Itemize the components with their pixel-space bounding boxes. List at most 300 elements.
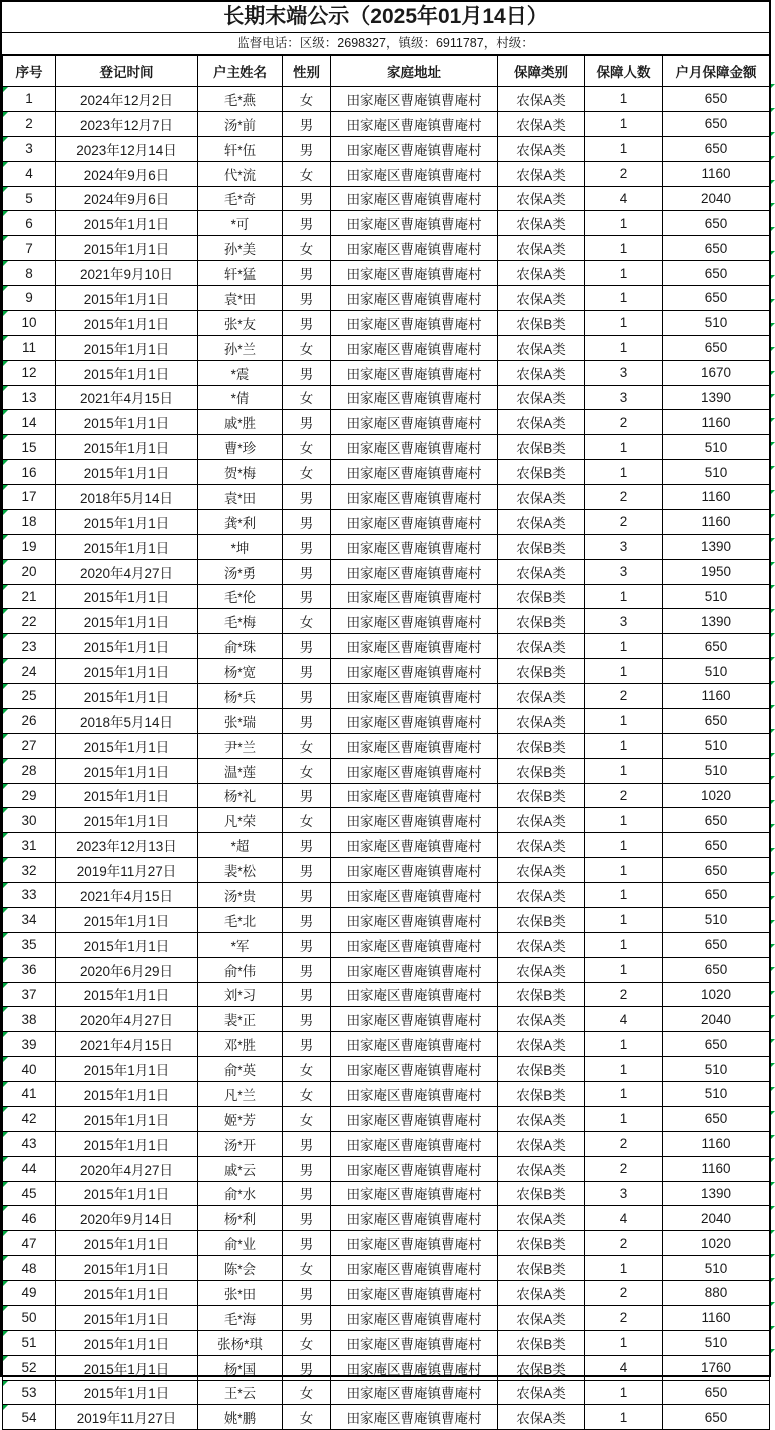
cell-name: 尹*兰 — [198, 733, 283, 758]
cell-no: 16 — [3, 460, 56, 485]
green-corner-triangle-icon — [3, 684, 8, 689]
cell-amount: 2040 — [663, 1007, 770, 1032]
cell-reg_date: 2020年9月14日 — [56, 1206, 198, 1231]
cell-people: 2 — [585, 161, 663, 186]
cell-reg_date: 2015年1月1日 — [56, 310, 198, 335]
page-title: 长期末端公示（2025年01月14日） — [2, 2, 769, 33]
cell-name: 戚*云 — [198, 1156, 283, 1181]
green-corner-triangle-icon — [771, 1063, 775, 1067]
cell-people: 2 — [585, 1231, 663, 1256]
cell-name: *军 — [198, 932, 283, 957]
cell-people: 1 — [585, 1106, 663, 1131]
cell-gender: 男 — [283, 186, 331, 211]
cell-amount: 650 — [663, 858, 770, 883]
table-row — [3, 286, 770, 311]
cell-reg_date: 2015年1月1日 — [56, 460, 198, 485]
cell-category: 农保A类 — [498, 286, 585, 311]
cell-name: 凡*兰 — [198, 1082, 283, 1107]
cell-no: 27 — [3, 733, 56, 758]
cell-no: 23 — [3, 634, 56, 659]
cell-address: 田家庵区曹庵镇曹庵村 — [331, 335, 498, 360]
green-corner-triangle-icon — [771, 848, 775, 852]
cell-gender: 男 — [283, 1305, 331, 1330]
cell-amount: 510 — [663, 659, 770, 684]
cell-people: 2 — [585, 783, 663, 808]
green-corner-triangle-icon — [771, 418, 775, 422]
cell-category: 农保B类 — [498, 460, 585, 485]
cell-gender: 男 — [283, 559, 331, 584]
cell-amount: 650 — [663, 87, 770, 112]
cell-reg_date: 2015年1月1日 — [56, 1057, 198, 1082]
cell-people: 3 — [585, 360, 663, 385]
cell-name: 汤*开 — [198, 1131, 283, 1156]
cell-no: 15 — [3, 435, 56, 460]
cell-amount: 1160 — [663, 1131, 770, 1156]
green-corner-triangle-icon — [3, 286, 8, 291]
cell-category: 农保A类 — [498, 136, 585, 161]
cell-reg_date: 2015年1月1日 — [56, 410, 198, 435]
cell-reg_date: 2015年1月1日 — [56, 335, 198, 360]
green-corner-triangle-icon — [3, 634, 8, 639]
table-row — [3, 659, 770, 684]
table-row — [3, 211, 770, 236]
cell-amount: 510 — [663, 435, 770, 460]
cell-category: 农保A类 — [498, 111, 585, 136]
green-corner-triangle-icon — [3, 261, 8, 266]
cell-people: 1 — [585, 136, 663, 161]
cell-name: 俞*伟 — [198, 957, 283, 982]
cell-address: 田家庵区曹庵镇曹庵村 — [331, 1405, 498, 1430]
green-corner-triangle-icon — [3, 1405, 8, 1410]
cell-category: 农保B类 — [498, 982, 585, 1007]
cell-reg_date: 2015年1月1日 — [56, 1380, 198, 1405]
cell-name: *震 — [198, 360, 283, 385]
cell-people: 1 — [585, 733, 663, 758]
table-row — [3, 957, 770, 982]
cell-name: 裴*正 — [198, 1007, 283, 1032]
cell-no: 53 — [3, 1380, 56, 1405]
cell-no: 13 — [3, 385, 56, 410]
table-body — [3, 87, 770, 1430]
cell-address: 田家庵区曹庵镇曹庵村 — [331, 609, 498, 634]
cell-name: 袁*田 — [198, 485, 283, 510]
table-row — [3, 261, 770, 286]
cell-category: 农保A类 — [498, 1007, 585, 1032]
cell-no: 42 — [3, 1106, 56, 1131]
cell-name: 俞*水 — [198, 1181, 283, 1206]
cell-address: 田家庵区曹庵镇曹庵村 — [331, 833, 498, 858]
cell-category: 农保B类 — [498, 584, 585, 609]
green-corner-triangle-icon — [771, 1039, 775, 1043]
cell-no: 21 — [3, 584, 56, 609]
column-header-gender: 性别 — [283, 56, 331, 87]
cell-amount: 1160 — [663, 1305, 770, 1330]
cell-category: 农保A类 — [498, 833, 585, 858]
cell-no: 20 — [3, 559, 56, 584]
green-corner-triangle-icon — [771, 729, 775, 733]
cell-category: 农保A类 — [498, 211, 585, 236]
green-corner-triangle-icon — [771, 490, 775, 494]
cell-no: 6 — [3, 211, 56, 236]
cell-category: 农保B类 — [498, 1231, 585, 1256]
cell-reg_date: 2015年1月1日 — [56, 1131, 198, 1156]
cell-gender: 女 — [283, 236, 331, 261]
cell-gender: 男 — [283, 360, 331, 385]
green-corner-triangle-icon — [771, 347, 775, 351]
cell-amount: 1390 — [663, 534, 770, 559]
cell-no: 3 — [3, 136, 56, 161]
table-row — [3, 833, 770, 858]
cell-gender: 男 — [283, 534, 331, 559]
cell-amount: 650 — [663, 708, 770, 733]
cell-gender: 女 — [283, 1405, 331, 1430]
cell-people: 1 — [585, 708, 663, 733]
table-row — [3, 1032, 770, 1057]
table-row — [3, 1256, 770, 1281]
cell-reg_date: 2015年1月1日 — [56, 1231, 198, 1256]
cell-no: 39 — [3, 1032, 56, 1057]
cell-name: 姚*鹏 — [198, 1405, 283, 1430]
benefits-table — [2, 55, 770, 1430]
cell-no: 30 — [3, 808, 56, 833]
cell-gender: 男 — [283, 261, 331, 286]
cell-address: 田家庵区曹庵镇曹庵村 — [331, 982, 498, 1007]
cell-address: 田家庵区曹庵镇曹庵村 — [331, 385, 498, 410]
cell-gender: 男 — [283, 410, 331, 435]
green-corner-triangle-icon — [3, 1281, 8, 1286]
cell-name: 戚*胜 — [198, 410, 283, 435]
green-corner-triangle-icon — [771, 514, 775, 518]
cell-people: 1 — [585, 1057, 663, 1082]
cell-amount: 1020 — [663, 982, 770, 1007]
green-corner-triangle-icon — [3, 808, 8, 813]
table-row — [3, 932, 770, 957]
cell-reg_date: 2020年4月27日 — [56, 559, 198, 584]
cell-name: 代*流 — [198, 161, 283, 186]
cell-people: 3 — [585, 534, 663, 559]
cell-category: 农保A类 — [498, 360, 585, 385]
cell-reg_date: 2015年1月1日 — [56, 907, 198, 932]
green-corner-triangle-icon — [771, 562, 775, 566]
cell-amount: 650 — [663, 1106, 770, 1131]
cell-amount: 650 — [663, 1032, 770, 1057]
cell-reg_date: 2015年1月1日 — [56, 932, 198, 957]
cell-gender: 男 — [283, 634, 331, 659]
cell-gender: 女 — [283, 609, 331, 634]
cell-address: 田家庵区曹庵镇曹庵村 — [331, 1181, 498, 1206]
green-corner-triangle-icon — [771, 609, 775, 613]
cell-gender: 男 — [283, 1281, 331, 1306]
green-corner-triangle-icon — [771, 776, 775, 780]
cell-no: 29 — [3, 783, 56, 808]
cell-reg_date: 2020年4月27日 — [56, 1156, 198, 1181]
table-row — [3, 1057, 770, 1082]
cell-people: 1 — [585, 111, 663, 136]
cell-no: 43 — [3, 1131, 56, 1156]
cell-reg_date: 2015年1月1日 — [56, 1281, 198, 1306]
cell-no: 9 — [3, 286, 56, 311]
green-corner-triangle-icon — [3, 1007, 8, 1012]
cell-gender: 男 — [283, 1032, 331, 1057]
green-corner-triangle-icon — [3, 485, 8, 490]
column-header-no: 序号 — [3, 56, 56, 87]
cell-name: 杨*兵 — [198, 684, 283, 709]
column-header-address: 家庭地址 — [331, 56, 498, 87]
cell-address: 田家庵区曹庵镇曹庵村 — [331, 1380, 498, 1405]
cropped-next-column-strip — [771, 84, 775, 1373]
cell-no: 37 — [3, 982, 56, 1007]
cell-gender: 女 — [283, 733, 331, 758]
cell-name: 刘*习 — [198, 982, 283, 1007]
green-corner-triangle-icon — [3, 734, 8, 739]
cell-no: 32 — [3, 858, 56, 883]
cell-reg_date: 2015年1月1日 — [56, 1181, 198, 1206]
cell-address: 田家庵区曹庵镇曹庵村 — [331, 1256, 498, 1281]
green-corner-triangle-icon — [771, 1254, 775, 1258]
cell-reg_date: 2015年1月1日 — [56, 1355, 198, 1380]
green-corner-triangle-icon — [771, 1158, 775, 1162]
cell-no: 10 — [3, 310, 56, 335]
green-corner-triangle-icon — [3, 759, 8, 764]
cell-amount: 650 — [663, 1405, 770, 1430]
cell-amount: 1950 — [663, 559, 770, 584]
cell-name: *超 — [198, 833, 283, 858]
table-row — [3, 1082, 770, 1107]
green-corner-triangle-icon — [3, 1356, 8, 1361]
cell-address: 田家庵区曹庵镇曹庵村 — [331, 1281, 498, 1306]
cell-reg_date: 2015年1月1日 — [56, 684, 198, 709]
cell-people: 2 — [585, 1156, 663, 1181]
cell-reg_date: 2015年1月1日 — [56, 509, 198, 534]
green-corner-triangle-icon — [771, 633, 775, 637]
table-row — [3, 1181, 770, 1206]
cell-people: 2 — [585, 1131, 663, 1156]
cell-no: 38 — [3, 1007, 56, 1032]
green-corner-triangle-icon — [771, 251, 775, 255]
cell-amount: 650 — [663, 211, 770, 236]
cell-name: 毛*海 — [198, 1305, 283, 1330]
green-corner-triangle-icon — [771, 371, 775, 375]
table-row — [3, 858, 770, 883]
cell-address: 田家庵区曹庵镇曹庵村 — [331, 286, 498, 311]
table-header-row — [3, 56, 770, 87]
cell-address: 田家庵区曹庵镇曹庵村 — [331, 858, 498, 883]
table-row — [3, 982, 770, 1007]
cell-people: 1 — [585, 435, 663, 460]
green-corner-triangle-icon — [771, 1278, 775, 1282]
cell-name: 杨*宽 — [198, 659, 283, 684]
cell-people: 2 — [585, 485, 663, 510]
cell-people: 1 — [585, 1380, 663, 1405]
table-row — [3, 808, 770, 833]
cell-category: 农保B类 — [498, 1181, 585, 1206]
cell-people: 1 — [585, 1032, 663, 1057]
green-corner-triangle-icon — [771, 967, 775, 971]
cell-gender: 男 — [283, 883, 331, 908]
cell-no: 28 — [3, 758, 56, 783]
green-corner-triangle-icon — [3, 211, 8, 216]
cell-no: 41 — [3, 1082, 56, 1107]
cell-amount: 510 — [663, 584, 770, 609]
cell-people: 1 — [585, 833, 663, 858]
cell-amount: 650 — [663, 957, 770, 982]
green-corner-triangle-icon — [3, 908, 8, 913]
cell-amount: 650 — [663, 932, 770, 957]
cell-reg_date: 2018年5月14日 — [56, 485, 198, 510]
table-row — [3, 1380, 770, 1405]
column-header-category: 保障类别 — [498, 56, 585, 87]
green-corner-triangle-icon — [771, 705, 775, 709]
green-corner-triangle-icon — [771, 1302, 775, 1306]
cell-name: 毛*梅 — [198, 609, 283, 634]
cell-people: 3 — [585, 385, 663, 410]
cell-address: 田家庵区曹庵镇曹庵村 — [331, 310, 498, 335]
cell-amount: 1160 — [663, 410, 770, 435]
cell-reg_date: 2020年6月29日 — [56, 957, 198, 982]
cell-amount: 510 — [663, 733, 770, 758]
cell-amount: 650 — [663, 1380, 770, 1405]
cell-address: 田家庵区曹庵镇曹庵村 — [331, 111, 498, 136]
cell-category: 农保A类 — [498, 186, 585, 211]
cell-name: 曹*珍 — [198, 435, 283, 460]
table-row — [3, 907, 770, 932]
cell-people: 1 — [585, 261, 663, 286]
green-corner-triangle-icon — [3, 361, 8, 366]
table-row — [3, 1231, 770, 1256]
cell-name: 汤*前 — [198, 111, 283, 136]
cell-reg_date: 2023年12月13日 — [56, 833, 198, 858]
cell-people: 1 — [585, 1256, 663, 1281]
cell-people: 1 — [585, 87, 663, 112]
cell-category: 农保B类 — [498, 733, 585, 758]
cell-address: 田家庵区曹庵镇曹庵村 — [331, 708, 498, 733]
green-corner-triangle-icon — [771, 394, 775, 398]
table-row — [3, 87, 770, 112]
cell-category: 农保A类 — [498, 1305, 585, 1330]
column-header-name: 户主姓名 — [198, 56, 283, 87]
cell-name: 张*瑞 — [198, 708, 283, 733]
green-corner-triangle-icon — [3, 1256, 8, 1261]
cell-amount: 1390 — [663, 1181, 770, 1206]
cell-amount: 510 — [663, 1330, 770, 1355]
cell-gender: 女 — [283, 385, 331, 410]
cell-gender: 女 — [283, 1330, 331, 1355]
cell-name: 贺*梅 — [198, 460, 283, 485]
cell-address: 田家庵区曹庵镇曹庵村 — [331, 932, 498, 957]
cell-amount: 650 — [663, 261, 770, 286]
cell-reg_date: 2020年4月27日 — [56, 1007, 198, 1032]
green-corner-triangle-icon — [771, 203, 775, 207]
cell-name: 毛*伦 — [198, 584, 283, 609]
table-row — [3, 684, 770, 709]
cell-name: 轩*伍 — [198, 136, 283, 161]
cell-reg_date: 2015年1月1日 — [56, 1106, 198, 1131]
cell-amount: 510 — [663, 1256, 770, 1281]
cell-name: 张*友 — [198, 310, 283, 335]
cell-gender: 男 — [283, 932, 331, 957]
cell-address: 田家庵区曹庵镇曹庵村 — [331, 1305, 498, 1330]
cell-gender: 男 — [283, 783, 331, 808]
cell-people: 1 — [585, 758, 663, 783]
cell-address: 田家庵区曹庵镇曹庵村 — [331, 634, 498, 659]
cell-category: 农保A类 — [498, 883, 585, 908]
cell-category: 农保A类 — [498, 957, 585, 982]
table-row — [3, 1106, 770, 1131]
green-corner-triangle-icon — [3, 958, 8, 963]
cell-name: 龚*利 — [198, 509, 283, 534]
cell-address: 田家庵区曹庵镇曹庵村 — [331, 1156, 498, 1181]
green-corner-triangle-icon — [771, 323, 775, 327]
cell-address: 田家庵区曹庵镇曹庵村 — [331, 808, 498, 833]
table-row — [3, 136, 770, 161]
cell-amount: 1160 — [663, 509, 770, 534]
green-corner-triangle-icon — [771, 466, 775, 470]
cell-amount: 510 — [663, 310, 770, 335]
green-corner-triangle-icon — [3, 187, 8, 192]
cell-amount: 650 — [663, 286, 770, 311]
cell-name: 邓*胜 — [198, 1032, 283, 1057]
cell-gender: 女 — [283, 460, 331, 485]
cell-address: 田家庵区曹庵镇曹庵村 — [331, 1032, 498, 1057]
green-corner-triangle-icon — [3, 1082, 8, 1087]
cell-no: 19 — [3, 534, 56, 559]
green-corner-triangle-icon — [771, 227, 775, 231]
cell-name: 毛*北 — [198, 907, 283, 932]
cell-reg_date: 2015年1月1日 — [56, 286, 198, 311]
green-corner-triangle-icon — [3, 410, 8, 415]
cell-name: *可 — [198, 211, 283, 236]
cell-people: 1 — [585, 1082, 663, 1107]
cell-address: 田家庵区曹庵镇曹庵村 — [331, 261, 498, 286]
cell-gender: 男 — [283, 211, 331, 236]
cell-reg_date: 2015年1月1日 — [56, 360, 198, 385]
cell-people: 3 — [585, 559, 663, 584]
cell-category: 农保B类 — [498, 1082, 585, 1107]
cell-category: 农保A类 — [498, 385, 585, 410]
cell-category: 农保A类 — [498, 261, 585, 286]
cell-amount: 650 — [663, 136, 770, 161]
cell-gender: 女 — [283, 808, 331, 833]
table-row — [3, 883, 770, 908]
cell-address: 田家庵区曹庵镇曹庵村 — [331, 1231, 498, 1256]
cell-people: 1 — [585, 883, 663, 908]
cell-amount: 650 — [663, 883, 770, 908]
cell-no: 51 — [3, 1330, 56, 1355]
cell-reg_date: 2021年4月15日 — [56, 1032, 198, 1057]
cell-address: 田家庵区曹庵镇曹庵村 — [331, 509, 498, 534]
green-corner-triangle-icon — [771, 156, 775, 160]
green-corner-triangle-icon — [771, 1135, 775, 1139]
green-corner-triangle-icon — [771, 299, 775, 303]
table-row — [3, 1355, 770, 1380]
cell-gender: 女 — [283, 435, 331, 460]
cell-no: 48 — [3, 1256, 56, 1281]
table-row — [3, 1281, 770, 1306]
green-corner-triangle-icon — [3, 510, 8, 515]
cell-people: 1 — [585, 634, 663, 659]
table-row — [3, 534, 770, 559]
cell-reg_date: 2015年1月1日 — [56, 211, 198, 236]
cell-name: 毛*奇 — [198, 186, 283, 211]
cell-people: 1 — [585, 907, 663, 932]
cell-reg_date: 2024年12月2日 — [56, 87, 198, 112]
cell-people: 2 — [585, 1281, 663, 1306]
cell-gender: 男 — [283, 858, 331, 883]
green-corner-triangle-icon — [3, 1231, 8, 1236]
green-corner-triangle-icon — [771, 1230, 775, 1234]
cell-category: 农保B类 — [498, 907, 585, 932]
cell-no: 52 — [3, 1355, 56, 1380]
